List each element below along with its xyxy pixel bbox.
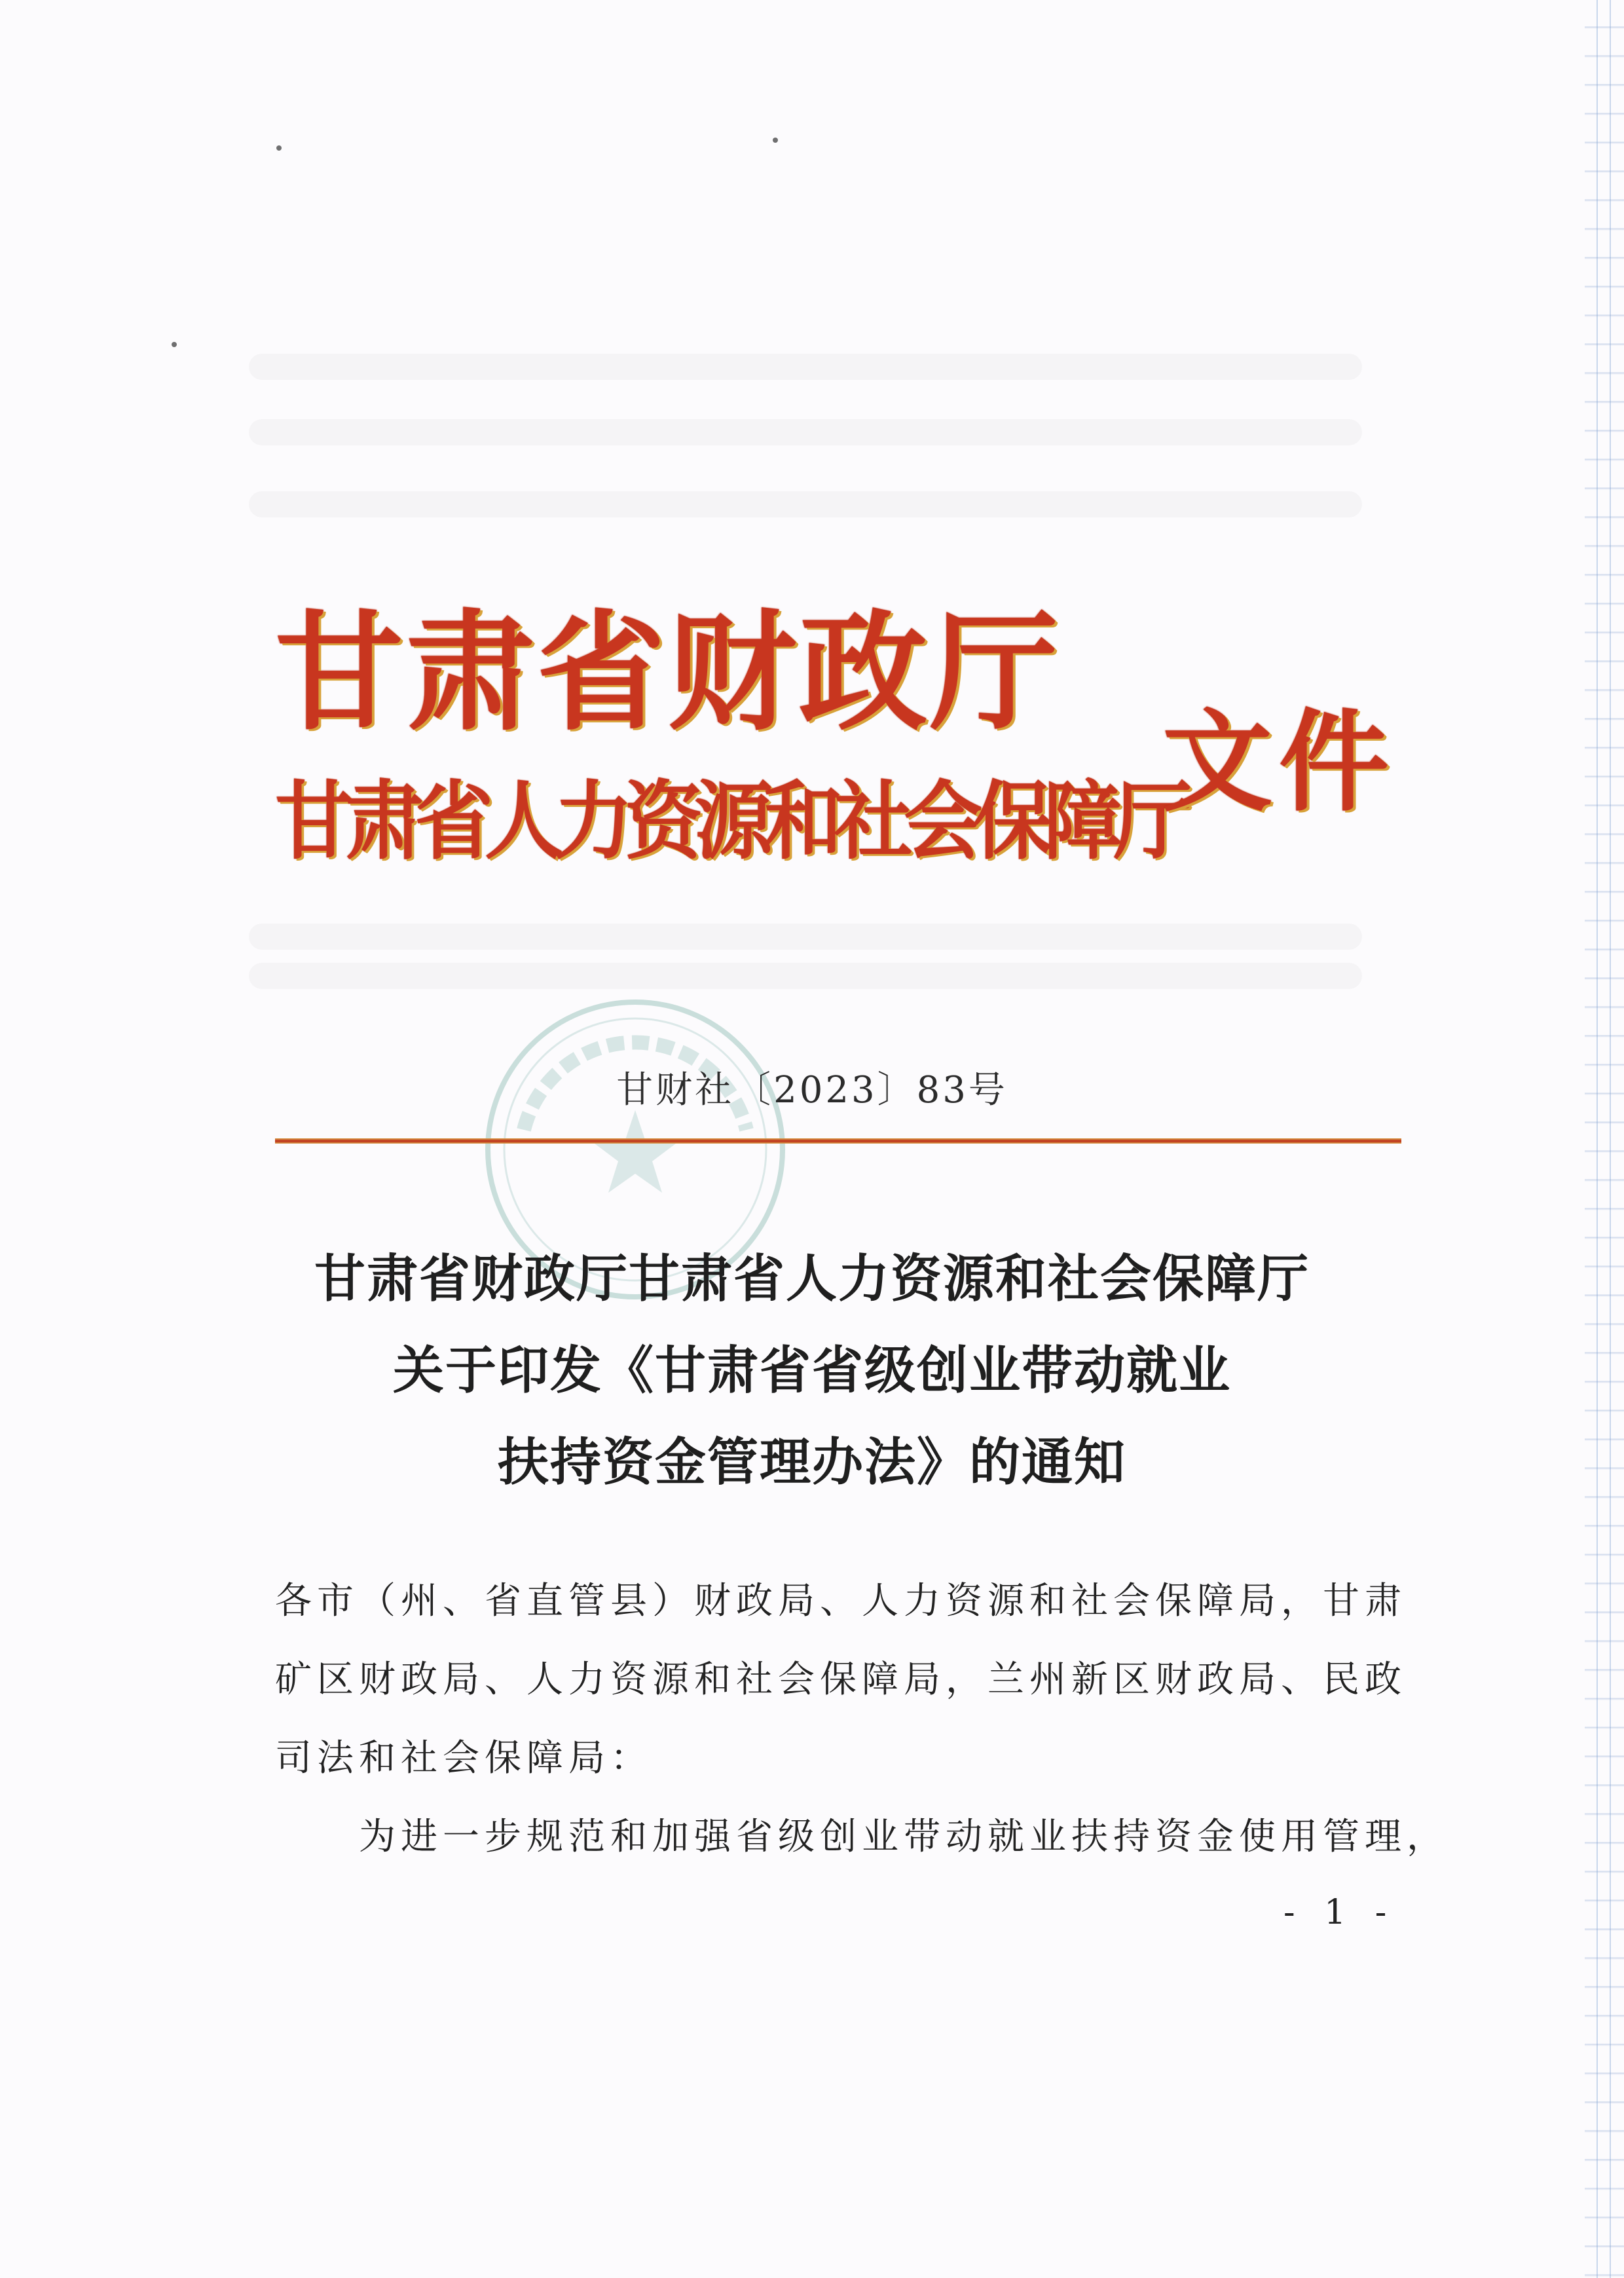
scan-edge-noise [1585,0,1624,2278]
bleed-through [249,924,1362,950]
document-label: 文件 [1162,698,1395,827]
notice-title-line: 关于印发《甘肃省省级创业带动就业 [392,1341,1231,1400]
scan-speck [773,138,778,143]
notice-title-line: 扶持资金管理办法》的通知 [497,1433,1126,1492]
bleed-through [249,491,1362,517]
document-number: 甘财社〔2023〕83号 [616,1069,1008,1111]
bleed-through [249,963,1362,989]
authority-name-finance: 甘肃省财政厅 [275,599,1061,748]
scan-speck [172,342,177,347]
addressee-line: 司法和社会保障局： [275,1737,652,1780]
red-separator-rule [275,1138,1401,1144]
scan-edge-line [1596,0,1598,2278]
page-number: - 1 - [1283,1893,1396,1932]
scan-speck [276,145,282,151]
addressee-line: 各市（州、省直管县）财政局、人力资源和社会保障局，甘肃 [275,1580,1407,1622]
bleed-through [249,419,1362,445]
body-paragraph-line: 为进一步规范和加强省级创业带动就业扶持资金使用管理， [359,1816,1449,1858]
addressee-line: 矿区财政局、人力资源和社会保障局，兰州新区财政局、民政 [275,1658,1407,1701]
authority-name-hrss: 甘肃省人力资源和社会保障厅 [275,772,1184,871]
notice-title-line: 甘肃省财政厅甘肃省人力资源和社会保障厅 [314,1250,1310,1309]
scan-edge-line [1610,0,1611,2278]
bleed-through [249,354,1362,380]
